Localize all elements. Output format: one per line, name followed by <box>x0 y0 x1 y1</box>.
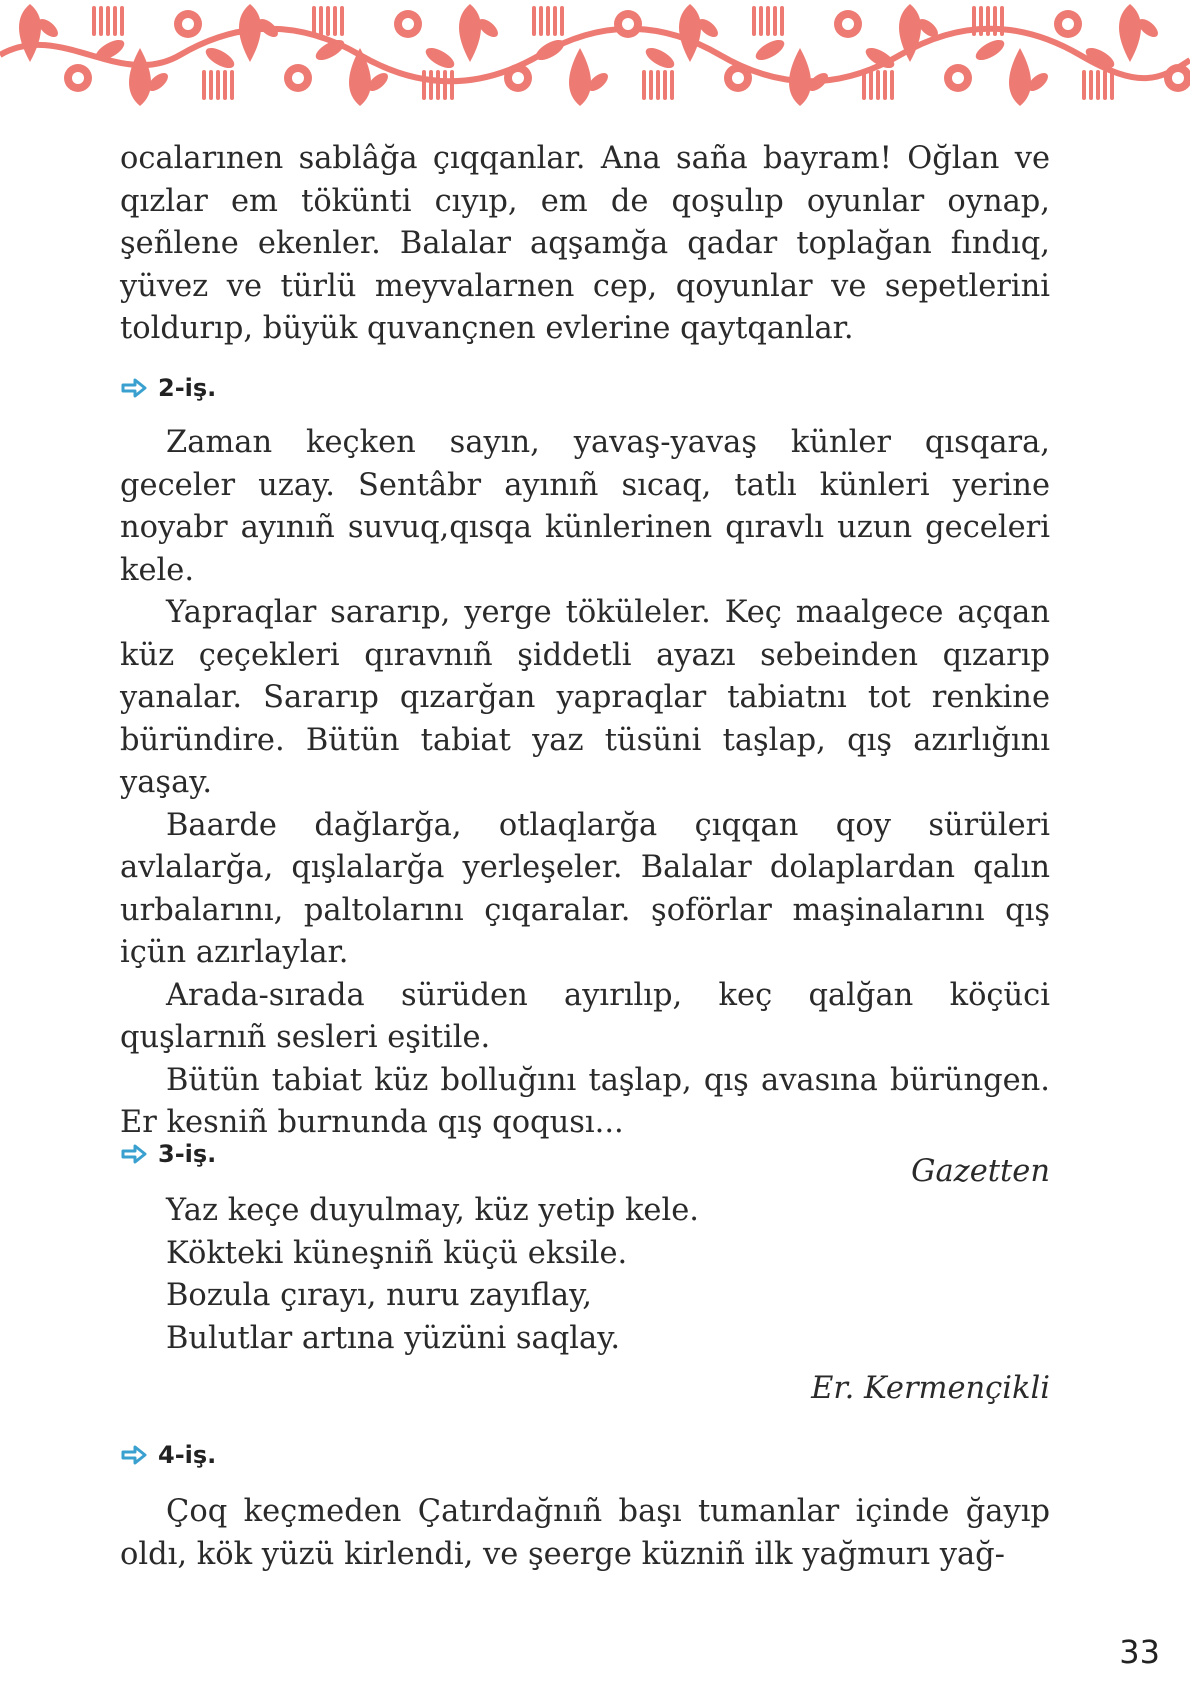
task-2-source: Gazetten <box>911 1153 1050 1189</box>
task-4-paragraph: Çoq keçmeden Çatırdağnıñ başı tumanlar içinde ğayıp oldı, kök yüzü kirlendi, ve şeerge küzniñ ilk yağmurı yağ- <box>120 1494 1050 1572</box>
task-2-paragraph: Yapraqlar sararıp, yerge töküleler. Keç maalgece açqan küz çeçekleri qıravnıñ şiddetli ayazı sebeinden qızarıp yanalar. Sararıp qızarğan yapraqlar tabiatnı tot renkine büründire. Bütün tabiat yaz tüsüni taşlap, qış azırlığını yaşay. <box>120 595 1050 800</box>
poem-line: Kökteki küneşniñ küçü eksile. <box>166 1235 628 1271</box>
poem-line: Yaz keçe duyulmay, küz yetip kele. <box>166 1193 699 1228</box>
task-4-heading <box>120 1441 216 1469</box>
task-4-text <box>120 1491 1050 1576</box>
intro-paragraph: ocalarınen sablâğa çıqqanlar. Ana saña bayram! Oğlan ve qızlar em tökünti cıyıp, em de qoşulıp oyunlar oynap, şeñlene ekenler. Balalar aqşamğa qadar toplağan fındıq, yüvez ve türlü meyvalarnen cep, qoyunlar ve sepetlerini toldurıp, büyük quvançnen evlerine qaytqanlar. <box>120 141 1050 346</box>
page-number: 33 <box>1119 1633 1160 1671</box>
task-3-poem <box>120 1190 1050 1411</box>
task-3-heading <box>120 1140 216 1168</box>
intro-text <box>120 138 1050 351</box>
task-3-label: 3-iş. <box>158 1140 217 1168</box>
task-2-paragraph: Baarde dağlarğa, otlaqlarğa çıqqan qoy sürüleri avlalarğa, qışlalarğa yerleşeler. Balalar dolaplardan qalın urbalarını, paltolarını çıqaralar. şoförlar maşinalarını qış içün azırlaylar. <box>120 807 1050 970</box>
poem-line: Bozula çırayı, nuru zayıflay, <box>166 1278 592 1313</box>
task-2-text <box>120 422 1050 1193</box>
task-2-paragraph: Bütün tabiat küz bolluğını taşlap, qış avasına bürüngen. Er kesniñ burnunda qış qoqusı... <box>120 1062 1050 1140</box>
task-2-paragraph: Zaman keçken sayın, yavaş-yavaş künler qısqara, geceler uzay. Sentâbr ayınıñ sıcaq, tatlı künleri yerine noyabr ayınıñ suvuq,qısqa künlerinen qıravlı uzun geceleri kele. <box>120 425 1050 588</box>
task-3-source: Er. Kermençikli <box>811 1371 1050 1406</box>
task-2-paragraph: Arada-sırada sürüden ayırılıp, keç qalğan köçüci quşlarnıñ sesleri eşitile. <box>120 977 1050 1055</box>
arrow-right-icon <box>120 1445 148 1465</box>
task-2-heading <box>120 374 216 402</box>
task-4-label: 4-iş. <box>158 1441 217 1469</box>
floral-ornament-header <box>0 0 1190 108</box>
arrow-right-icon <box>120 1144 148 1164</box>
poem-line: Bulutlar artına yüzüni saqlay. <box>166 1320 621 1356</box>
task-2-label: 2-iş. <box>158 374 217 402</box>
arrow-right-icon <box>120 378 148 398</box>
